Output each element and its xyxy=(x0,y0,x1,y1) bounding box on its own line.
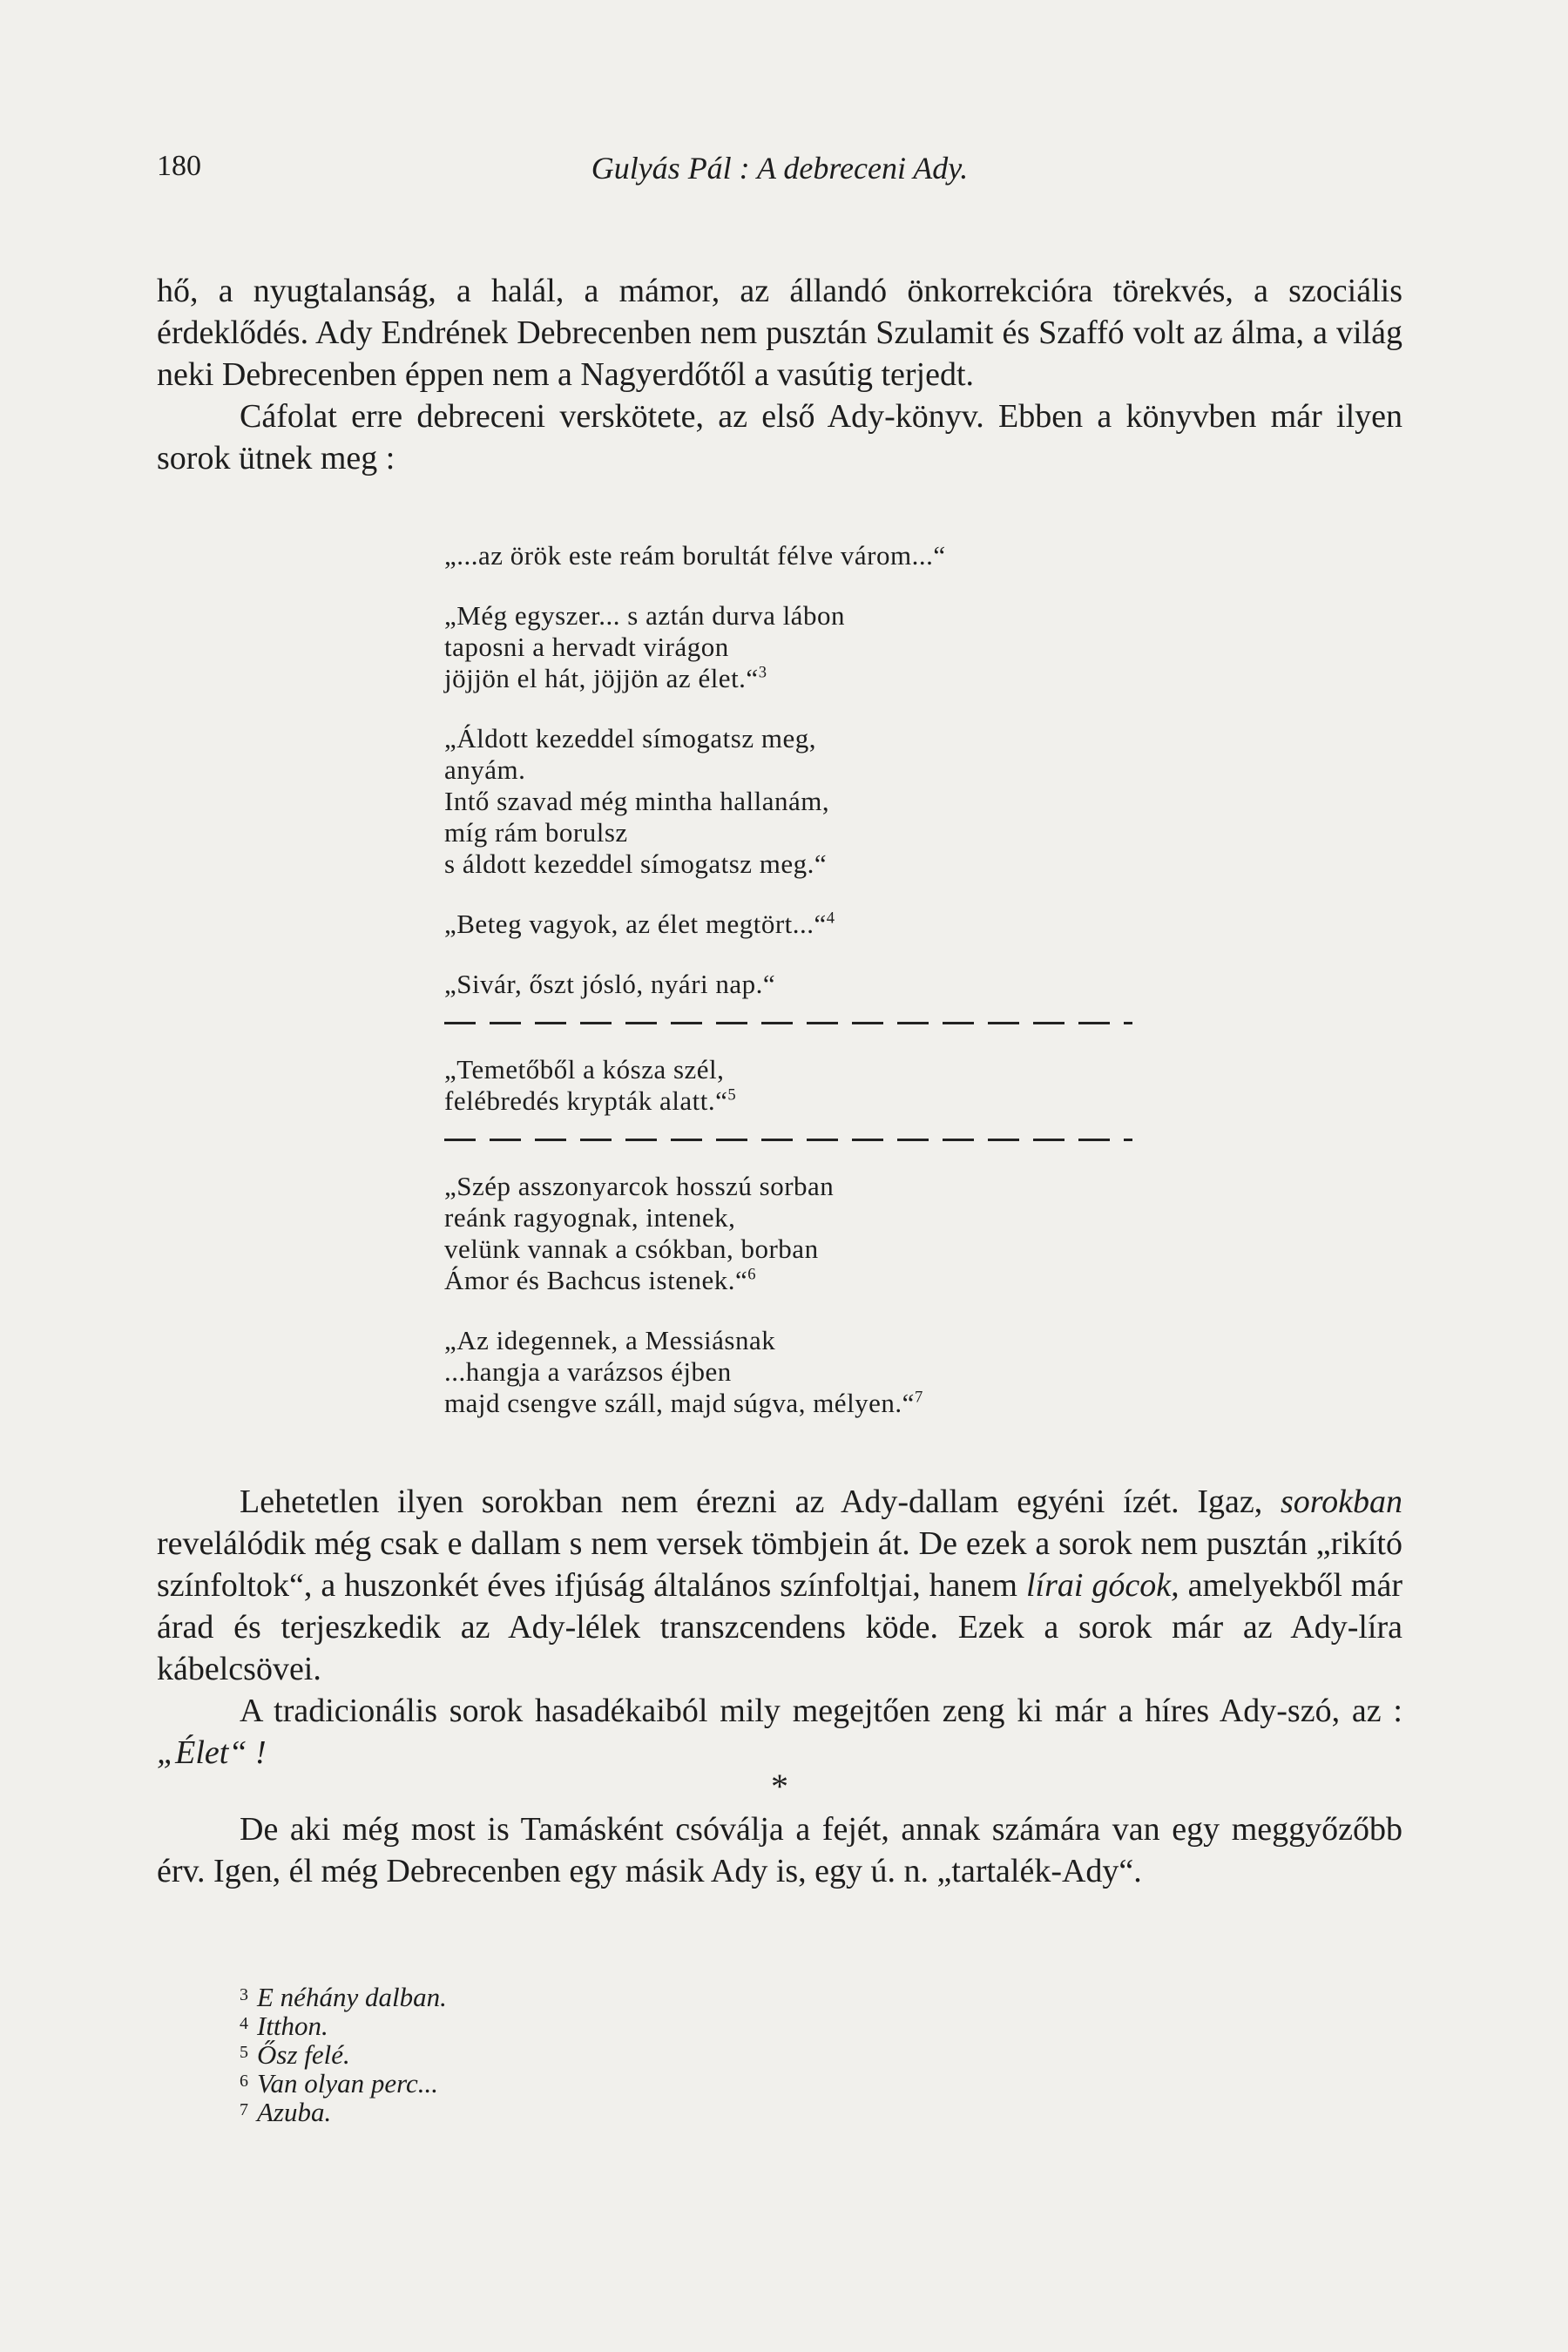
verse-line-text: majd csengve száll, majd súgva, mélyen.“ xyxy=(444,1388,915,1418)
verse-line: míg rám borulsz xyxy=(444,817,628,848)
verse-line-with-note xyxy=(444,909,1359,940)
verse-line: „Még egyszer... s aztán durva lábon xyxy=(444,600,845,631)
verse-line-text: felébredés krypták alatt.“ xyxy=(444,1085,728,1116)
page-number: 180 xyxy=(157,150,201,182)
verse-line-with-note xyxy=(444,663,1359,694)
footnote xyxy=(240,2011,1024,2039)
verse-line: „...az örök este reám borultát félve várom...“ xyxy=(444,540,946,571)
footnote-number: 6 xyxy=(240,2072,248,2091)
verse-line: velünk vannak a csókban, borban xyxy=(444,1233,819,1264)
verse-line-text: jöjjön el hát, jöjjön az élet.“ xyxy=(444,663,759,693)
verse-line-with-note xyxy=(444,1388,1359,1419)
opening-text xyxy=(157,270,1402,479)
footnote xyxy=(240,2068,1024,2097)
page-header xyxy=(157,150,1402,193)
verse-line: s áldott kezeddel símogatsz meg.“ xyxy=(444,848,828,879)
verse-3 xyxy=(444,723,1359,880)
verse-line-with-note xyxy=(444,1085,1359,1117)
footnote xyxy=(240,2097,1024,2126)
verse-line: „Szép asszonyarcok hosszú sorban xyxy=(444,1171,835,1201)
footnote xyxy=(240,1982,1024,2011)
footnote-number: 3 xyxy=(240,1985,248,2004)
footnote-ref: 3 xyxy=(758,663,767,682)
verse-line-text: Ámor és Bachcus istenek.“ xyxy=(444,1265,748,1295)
verse-line: „Sivár, őszt jósló, nyári nap.“ xyxy=(444,969,776,999)
running-title: Gulyás Pál : A debreceni Ady. xyxy=(591,151,969,186)
verse-5 xyxy=(444,969,1359,1000)
footnote-ref: 5 xyxy=(727,1085,737,1105)
verse-6 xyxy=(444,1054,1359,1117)
verse-line: reánk ragyognak, intenek, xyxy=(444,1202,736,1233)
section-asterisk: * xyxy=(771,1767,788,1806)
verse-line: „Az idegennek, a Messiásnak xyxy=(444,1325,776,1355)
paragraph-2: Cáfolat erre debreceni verskötete, az első Ady-könyv. Ebben a könyvben már ilyen sorok ütnek meg : xyxy=(157,398,1402,476)
dashed-separator xyxy=(444,1139,1132,1141)
paragraph-5: De aki még most is Tamásként csóválja a fejét, annak számára van egy meggyőzőbb érv. Igen, él még Debrecenben egy másik Ady is, egy ú. n. „tartalék-Ady“. xyxy=(157,1811,1402,1889)
paragraph-4 xyxy=(157,1690,1402,1774)
footnote-text: Ősz felé. xyxy=(257,2039,350,2070)
emphasis: „Élet“ ! xyxy=(157,1734,267,1771)
text-run: A tradicionális sorok hasadékaiból mily megejtően zeng ki már a híres Ady-szó, az : xyxy=(240,1693,1402,1729)
footnote-number: 4 xyxy=(240,2014,248,2033)
footnote-text: Itthon. xyxy=(257,2011,328,2041)
verse-4 xyxy=(444,909,1359,940)
footnote-number: 5 xyxy=(240,2043,248,2062)
footnote-text: Van olyan perc... xyxy=(257,2068,439,2099)
text-run: amelyekből már árad és terjeszkedik az Ady-lélek transzcendens köde. Ezek a sorok már az Ady-líra kábelcsövei. xyxy=(157,1567,1403,1687)
verse-line: „Áldott kezeddel símogatsz meg, xyxy=(444,723,816,754)
verse-line-text: „Beteg vagyok, az élet megtört...“ xyxy=(444,909,827,939)
footnote-text: E néhány dalban. xyxy=(257,1982,447,2012)
footnote-ref: 4 xyxy=(826,909,835,928)
verse-line: taposni a hervadt virágon xyxy=(444,632,729,662)
verse-line: anyám. xyxy=(444,754,526,785)
verse-line: „Temetőből a kósza szél, xyxy=(444,1054,725,1085)
verse-1 xyxy=(444,540,1359,571)
footnote-text: Azuba. xyxy=(257,2097,332,2127)
verse-2 xyxy=(444,600,1359,694)
paragraph-3 xyxy=(157,1481,1402,1690)
closing-text xyxy=(157,1481,1402,1892)
footnote-ref: 6 xyxy=(747,1265,757,1284)
dashed-separator xyxy=(444,1022,1132,1024)
footnote xyxy=(240,2039,1024,2068)
footnotes xyxy=(240,1982,1024,2126)
emphasis: lírai gócok, xyxy=(1025,1567,1179,1604)
verse-line: ...hangja a varázsos éjben xyxy=(444,1356,732,1387)
emphasis: sorokban xyxy=(1280,1484,1402,1520)
text-run: Lehetetlen ilyen sorokban nem érezni az Ady-dallam egyéni ízét. Igaz, xyxy=(240,1484,1263,1520)
footnote-ref: 7 xyxy=(914,1388,923,1407)
verse-line: Intő szavad még mintha hallanám, xyxy=(444,786,830,816)
verse-8 xyxy=(444,1325,1359,1419)
footnote-number: 7 xyxy=(240,2100,248,2119)
verse-line-with-note xyxy=(444,1265,1359,1296)
verse-7 xyxy=(444,1171,1359,1296)
text-run: revelálódik még csak e dallam s nem versek tömbjein át. De ezek a sorok nem pusztán „rikító színfoltok“, a huszonkét éves ifjúság általános színfoltjai, hanem xyxy=(157,1525,1402,1604)
paragraph-1: hő, a nyugtalanság, a halál, a mámor, az állandó önkorrekcióra törekvés, a szociális érdeklődés. Ady Endrének Debrecenben nem pusztán Szulamit és Szaffó volt az álma, a világ neki Debrecenben éppen nem a Nagyerdőtől a vasútig terjedt. xyxy=(157,273,1402,393)
quoted-verses xyxy=(444,540,1359,1448)
